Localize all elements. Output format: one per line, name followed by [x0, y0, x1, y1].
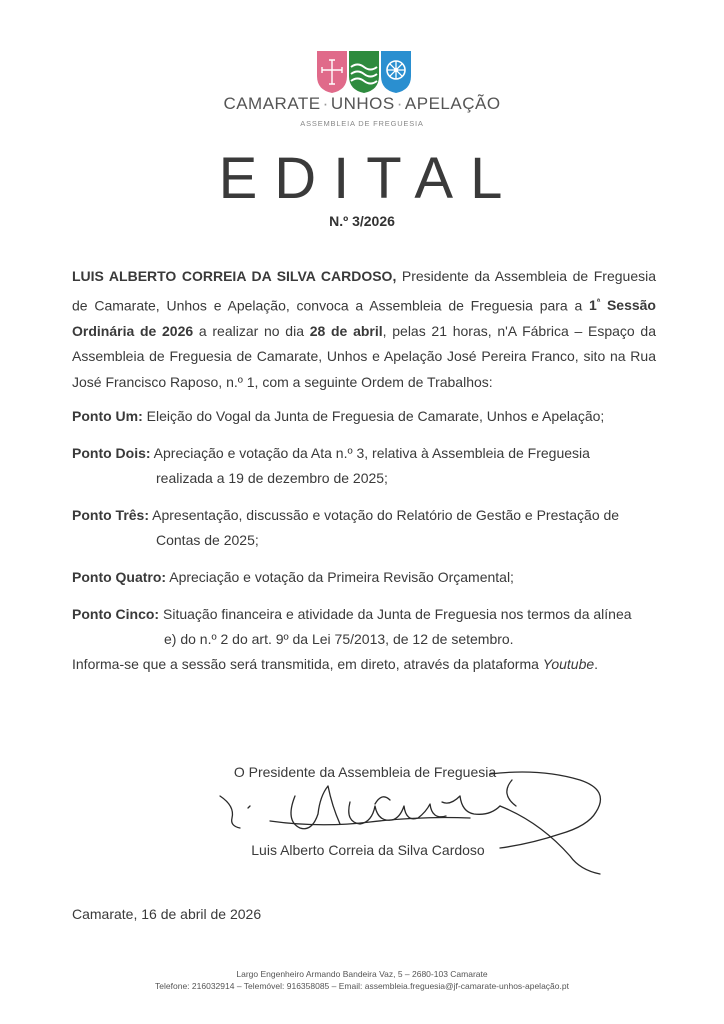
place-and-date: Camarate, 16 de abril de 2026 — [72, 906, 262, 922]
agenda-item-continuation: realizada a 19 de dezembro de 2025; — [156, 470, 388, 486]
agenda-item-label: Ponto Um: — [72, 408, 143, 424]
document-title: EDITAL — [218, 146, 520, 211]
agenda-item-text: Apreciação e votação da Ata n.º 3, relativa à Assembleia de Freguesia — [150, 445, 590, 461]
broadcast-platform: Youtube — [542, 656, 595, 672]
footer-address: Largo Engenheiro Armando Bandeira Vaz, 5 – 2680-103 Camarate — [236, 969, 488, 979]
handwritten-signature — [200, 766, 620, 876]
session-date: 28 de abril — [309, 322, 383, 339]
agenda-item-label: Ponto Dois: — [72, 445, 151, 461]
agenda-item-text: Apreciação e votação da Primeira Revisão Orçamental; — [166, 569, 514, 585]
intro-paragraph — [72, 264, 656, 395]
org-part-1: CAMARATE — [223, 94, 321, 113]
agenda-list — [72, 404, 656, 664]
session-label: Sessão Ordinária de 2026 — [72, 297, 656, 339]
intro-text-3: , pelas 21 horas, n'A Fábrica – Espaço da Assembleia de Freguesia de Camarate, Unhos e Apelação José Pereira Franco, sito na Rua José Francisco Raposo, n.º 1, com a seguinte Ordem de Trabalhos: — [72, 322, 656, 390]
agenda-item-label: Ponto Três: — [72, 507, 150, 523]
wheel-icon — [387, 61, 405, 79]
organization-name — [0, 94, 724, 114]
signatory-title: O Presidente da Assembleia de Freguesia — [233, 764, 497, 780]
agenda-item — [72, 441, 656, 491]
president-name: LUIS ALBERTO CORREIA DA SILVA CARDOSO, — [72, 268, 397, 284]
session-number: 1 — [589, 297, 597, 314]
org-separator: · — [322, 94, 329, 113]
organization-subtitle: ASSEMBLEIA DE FREGUESIA — [300, 119, 424, 128]
agenda-item-continuation: e) do n.º 2 do art. 9º da Lei 75/2013, de 12 de setembro. — [164, 631, 514, 647]
broadcast-notice-text: Informa-se que a sessão será transmitida, em direto, através da plataforma — [72, 656, 543, 672]
agenda-item-text: Eleição do Vogal da Junta de Freguesia de Camarate, Unhos e Apelação; — [142, 408, 605, 424]
session-superscript: ª — [596, 296, 601, 307]
agenda-item-continuation: Contas de 2025; — [156, 532, 259, 548]
broadcast-notice-end: . — [594, 656, 599, 672]
intro-text-1: Presidente da Assembleia de Freguesia de Camarate, Unhos e Apelação, convoca a Assembleia de Freguesia para a — [72, 268, 657, 314]
agenda-item-label: Ponto Quatro: — [72, 569, 167, 585]
agenda-item-text: Apresentação, discussão e votação do Relatório de Gestão e Prestação de — [149, 507, 620, 523]
agenda-item-label: Ponto Cinco: — [72, 606, 160, 622]
agenda-item — [72, 565, 656, 590]
signatory-name: Luis Alberto Correia da Silva Cardoso — [251, 842, 485, 858]
parish-coat-of-arms-logo — [316, 50, 412, 94]
footer — [0, 968, 724, 992]
agenda-item — [72, 404, 656, 429]
agenda-item — [72, 503, 656, 553]
agenda-item-text: Situação financeira e atividade da Junta de Freguesia nos termos da alínea — [159, 606, 632, 622]
intro-text-2: a realizar no dia — [193, 322, 310, 339]
agenda-item — [72, 602, 656, 652]
document-number: N.º 3/2026 — [329, 213, 395, 229]
org-part-3: APELAÇÃO — [404, 94, 501, 113]
broadcast-notice — [72, 653, 656, 675]
footer-contacts: Telefone: 216032914 – Telemóvel: 916358085 – Email: assembleia.freguesia@jf-camarate-unhos-apelação.pt — [155, 981, 569, 991]
org-part-2: UNHOS — [330, 94, 395, 113]
org-separator: · — [396, 94, 403, 113]
